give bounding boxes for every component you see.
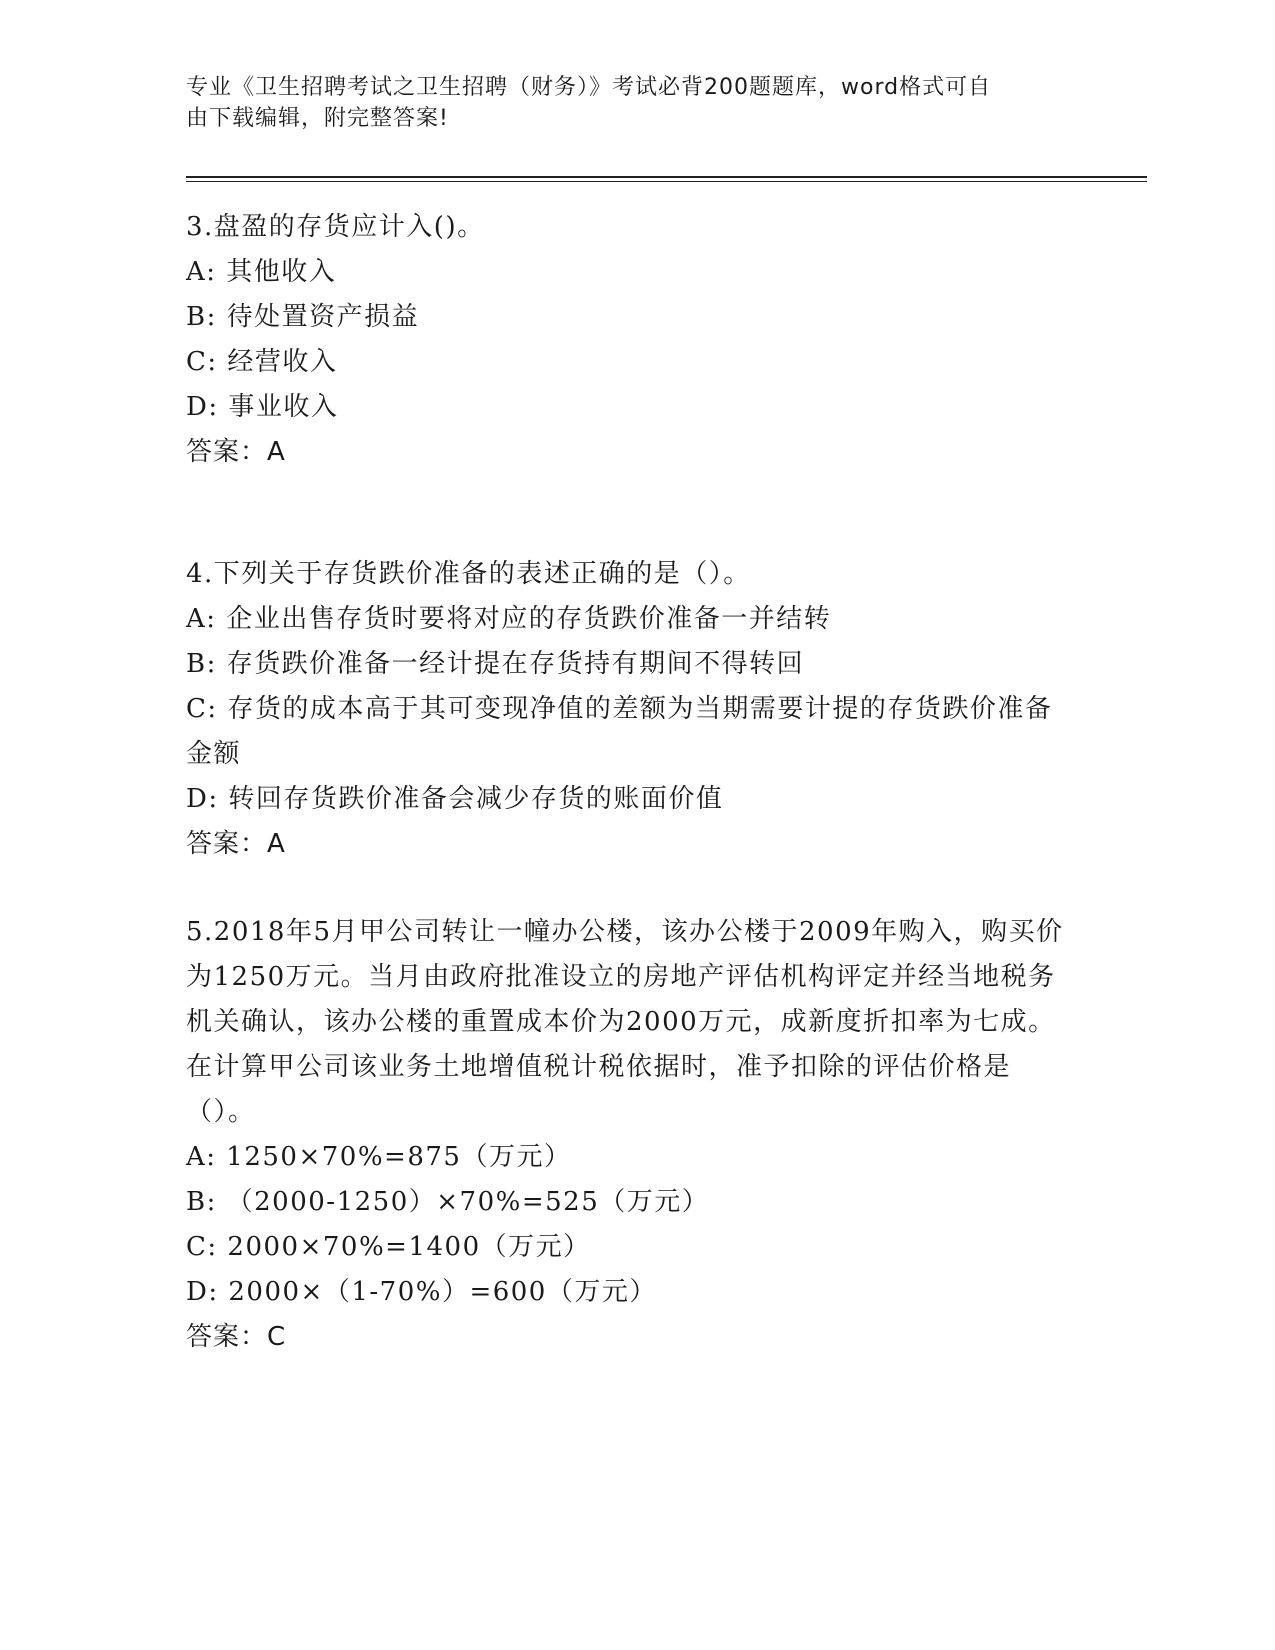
question-3 [186,205,1076,475]
header-line-2: 由下载编辑，附完整答案! [186,106,449,131]
option-c: C: 经营收入 [186,347,338,377]
header-rule-thick [186,176,1147,178]
question-stem: 4.下列关于存货跌价准备的表述正确的是（）。 [186,559,751,589]
header-rule-thin [186,181,1147,182]
answer: 答案：A [186,829,286,859]
option-a: A: 企业出售存货时要将对应的存货跌价准备一并结转 [186,604,832,634]
question-4 [186,552,1076,867]
document-header [186,72,1066,134]
option-b: B: 存货跌价准备一经计提在存货持有期间不得转回 [186,649,805,679]
question-5 [186,910,1076,1360]
option-d: D: 2000×（1-70%）=600（万元） [186,1277,657,1307]
option-a: A: 1250×70%=875（万元） [186,1142,572,1172]
option-a: A: 其他收入 [186,257,337,287]
option-d: D: 事业收入 [186,392,339,422]
answer: 答案：A [186,437,286,467]
option-c: C: 2000×70%=1400（万元） [186,1232,591,1262]
option-c: C: 存货的成本高于其可变现净值的差额为当期需要计提的存货跌价准备金额 [186,694,1053,769]
answer: 答案：C [186,1322,287,1352]
header-line-1: 专业《卫生招聘考试之卫生招聘（财务）》考试必背200题题库，word格式可自 [186,75,992,100]
question-stem: 5.2018年5月甲公司转让一幢办公楼，该办公楼于2009年购入，购买价为1250万元。当月由政府批准设立的房地产评估机构评定并经当地税务机关确认，该办公楼的重置成本价为2000万元，成新度折扣率为七成。在计算甲公司该业务土地增值税计税依据时，准予扣除的评估价格是（）。 [186,917,1064,1127]
question-stem: 3.盘盈的存货应计入()。 [186,212,485,242]
option-b: B: （2000-1250）×70%=525（万元） [186,1187,710,1217]
option-d: D: 转回存货跌价准备会减少存货的账面价值 [186,784,724,814]
option-b: B: 待处置资产损益 [186,302,420,332]
